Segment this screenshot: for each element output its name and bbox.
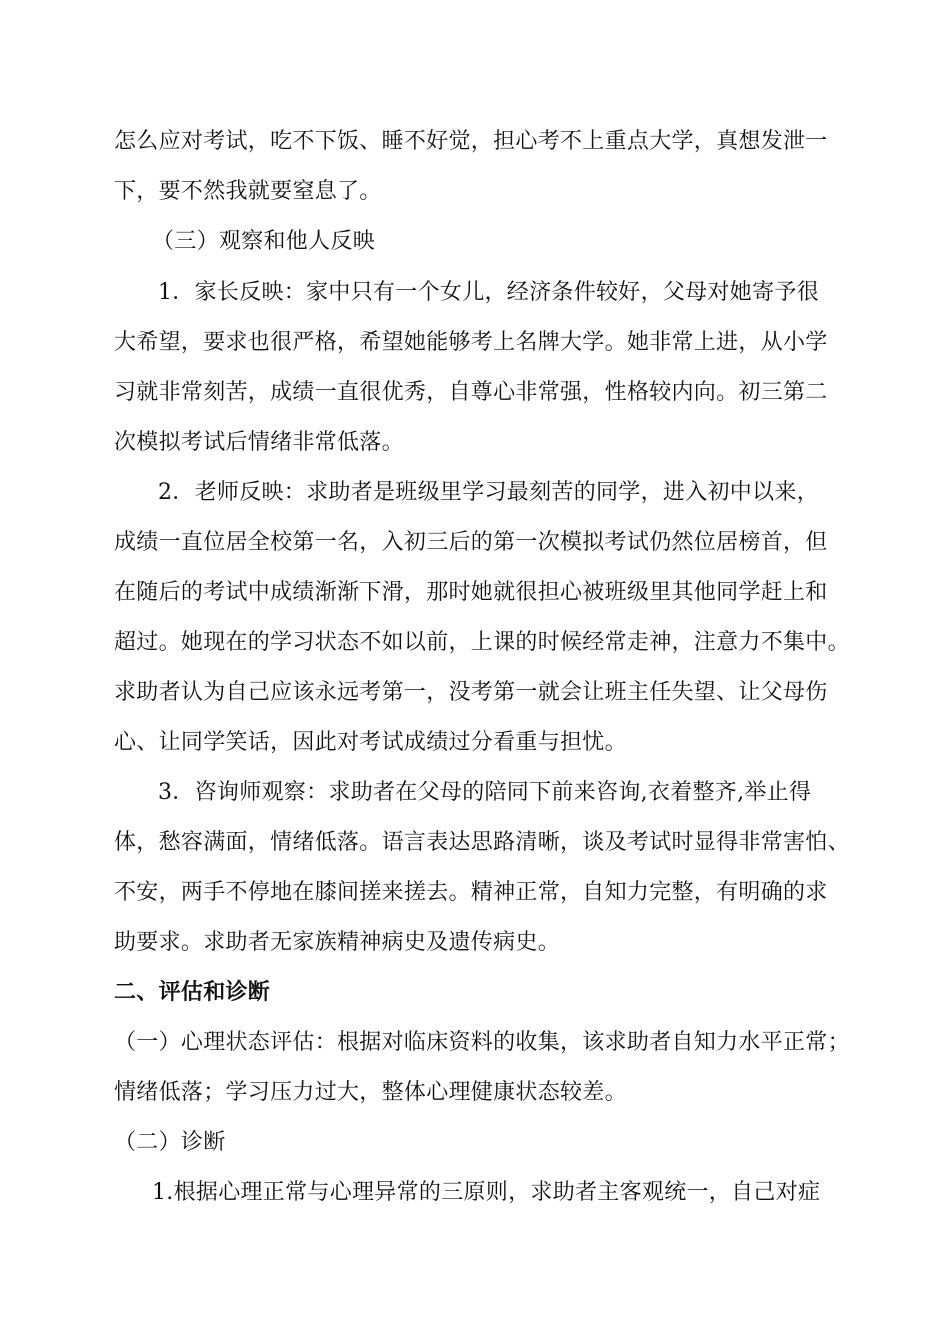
- body-line: 情绪低落；学习压力过大，整体心理健康状态较差。: [114, 1080, 627, 1105]
- body-line: 求助者认为自己应该永远考第一，没考第一就会让班主任失望、让父母伤: [114, 680, 828, 705]
- body-line: 怎么应对考试，吃不下饭、睡不好觉，担心考不上重点大学，真想发泄一: [114, 129, 828, 154]
- body-line: 不安，两手不停地在膝间搓来搓去。精神正常，自知力完整，有明确的求: [114, 880, 828, 905]
- body-line: 1.根据心理正常与心理异常的三原则，求助者主客观统一，自己对症: [152, 1180, 821, 1205]
- subsection-heading: （二）诊断: [114, 1130, 226, 1155]
- body-line: 在随后的考试中成绩渐渐下滑，那时她就很担心被班级里其他同学赶上和: [114, 580, 828, 605]
- subsection-heading: （三）观察和他人反映: [152, 229, 376, 254]
- body-line: 次模拟考试后情绪非常低落。: [114, 430, 404, 455]
- body-line: （一）心理状态评估：根据对临床资料的收集，该求助者自知力水平正常；: [114, 1030, 850, 1055]
- body-line: 下，要不然我就要窒息了。: [114, 179, 382, 204]
- body-line: 习就非常刻苦，成绩一直很优秀，自尊心非常强，性格较内向。初三第二: [114, 380, 828, 405]
- body-line: 心、让同学笑话，因此对考试成绩过分看重与担忧。: [114, 730, 627, 755]
- body-line: 3．咨询师观察：求助者在父母的陪同下前来咨询,衣着整齐,举止得: [158, 780, 812, 805]
- body-line: 大希望，要求也很严格，希望她能够考上名牌大学。她非常上进，从小学: [114, 330, 828, 355]
- body-line: 超过。她现在的学习状态不如以前，上课的时候经常走神，注意力不集中。: [114, 630, 850, 655]
- body-line: 成绩一直位居全校第一名，入初三后的第一次模拟考试仍然位居榜首，但: [114, 530, 828, 555]
- body-line: 体，愁容满面，情绪低落。语言表达思路清晰，谈及考试时显得非常害怕、: [114, 830, 850, 855]
- body-line: 2．老师反映：求助者是班级里学习最刻苦的同学，进入初中以来，: [158, 480, 819, 505]
- body-line: 1．家长反映：家中只有一个女儿，经济条件较好，父母对她寄予很: [158, 280, 819, 305]
- section-heading: 二、评估和诊断: [114, 980, 271, 1005]
- body-line: 助要求。求助者无家族精神病史及遗传病史。: [114, 930, 561, 955]
